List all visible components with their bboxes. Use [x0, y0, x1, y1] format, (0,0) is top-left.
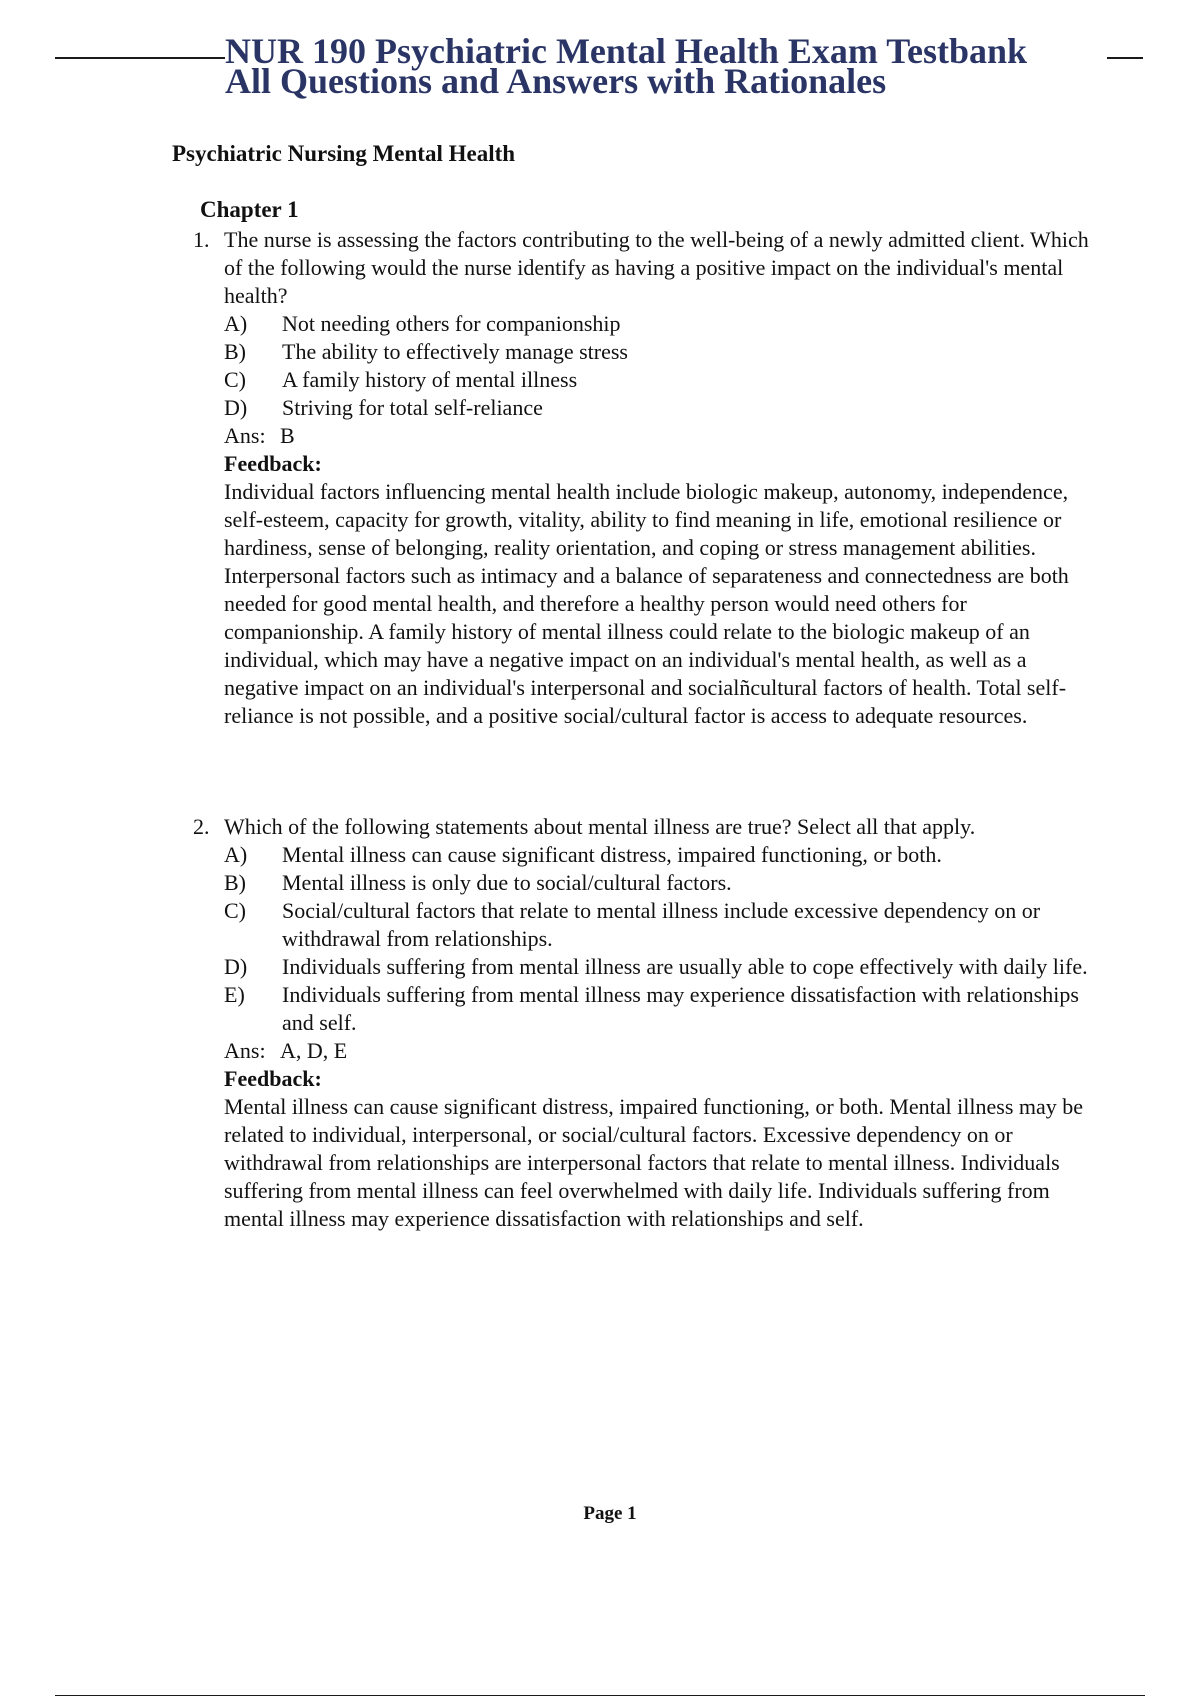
option-b	[224, 338, 1093, 366]
question-text: Which of the following statements about mental illness are true? Select all that apply.	[224, 814, 976, 839]
footer-rule	[55, 1695, 1145, 1696]
feedback-text: Mental illness can cause significant distress, impaired functioning, or both. Mental illness may be related to individual, interpersonal, or social/cultural factors. Excessive dependency on or withdrawal from relationships are interpersonal factors that relate to mental illness. Individuals suffering from mental illness can feel overwhelmed with daily life. Individuals suffering from mental illness may experience dissatisfaction with relationships and self.	[224, 1094, 1084, 1231]
answer-label: Ans:	[224, 1038, 266, 1063]
option-text: Mental illness can cause significant distress, impaired functioning, or both.	[282, 842, 942, 867]
option-letter: C)	[224, 898, 246, 923]
answer-value: B	[280, 423, 295, 448]
document-title-line-1: NUR 190 Psychiatric Mental Health Exam Testbank	[225, 31, 1028, 71]
option-text: Social/cultural factors that relate to mental illness include excessive dependency on or withdrawal from relationships.	[282, 898, 1041, 951]
chapter-heading: Chapter 1	[200, 197, 299, 222]
option-letter: E)	[224, 982, 245, 1007]
option-d	[224, 394, 1093, 422]
answer-label: Ans:	[224, 423, 266, 448]
question-2	[193, 813, 1093, 1233]
option-b	[224, 869, 1093, 897]
option-e	[224, 981, 1093, 1037]
answer-options	[193, 841, 1093, 1037]
header-rule-left	[55, 57, 225, 59]
answer-key	[224, 1037, 1093, 1065]
answer-key	[224, 422, 1093, 450]
option-c	[224, 366, 1093, 394]
option-letter: D)	[224, 395, 248, 420]
option-c	[224, 897, 1093, 953]
option-a	[224, 841, 1093, 869]
option-a	[224, 310, 1093, 338]
question-1	[193, 226, 1093, 730]
answer-options	[193, 310, 1093, 422]
option-text: Individuals suffering from mental illness may experience dissatisfaction with relationships and self.	[282, 982, 1079, 1035]
question-text: The nurse is assessing the factors contributing to the well-being of a newly admitted client. Which of the following would the nurse identify as having a positive impact on the individual's mental health?	[224, 227, 1089, 308]
feedback-label: Feedback:	[224, 1066, 322, 1091]
option-letter: D)	[224, 954, 248, 979]
option-text: A family history of mental illness	[282, 367, 578, 392]
question-number: 1.	[193, 227, 210, 252]
option-d	[224, 953, 1093, 981]
option-letter: B)	[224, 339, 246, 364]
option-letter: C)	[224, 367, 246, 392]
document-title	[225, 31, 1105, 101]
feedback-label: Feedback:	[224, 451, 322, 476]
option-text: Individuals suffering from mental illness are usually able to cope effectively with daily life.	[282, 954, 1088, 979]
option-letter: A)	[224, 842, 248, 867]
feedback-text: Individual factors influencing mental health include biologic makeup, autonomy, independence, self-esteem, capacity for growth, vitality, ability to find meaning in life, emotional resilience or hardiness, sense of belonging, reality orientation, and coping or stress management abilities. Interpersonal factors such as intimacy and a balance of separateness and connectedness are both needed for good mental health, and therefore a healthy person would need others for companionship. A family history of mental illness could relate to the biologic makeup of an individual, which may have a negative impact on an individual's mental health, as well as a negative impact on an individual's interpersonal and socialñcultural factors of health. Total self-reliance is not possible, and a positive social/cultural factor is access to adequate resources.	[224, 479, 1069, 728]
option-text: Not needing others for companionship	[282, 311, 621, 336]
option-letter: B)	[224, 870, 246, 895]
question-stem	[193, 813, 1093, 841]
option-letter: A)	[224, 311, 248, 336]
subject-heading: Psychiatric Nursing Mental Health	[172, 141, 516, 166]
answer-value: A, D, E	[280, 1038, 348, 1063]
header-rule-right	[1107, 57, 1143, 59]
question-number: 2.	[193, 814, 210, 839]
option-text: Striving for total self-reliance	[282, 395, 543, 420]
document-title-line-2: All Questions and Answers with Rationales	[225, 61, 887, 101]
option-text: The ability to effectively manage stress	[282, 339, 628, 364]
option-text: Mental illness is only due to social/cultural factors.	[282, 870, 732, 895]
page-number: Page 1	[583, 1503, 637, 1524]
question-stem	[193, 226, 1093, 310]
